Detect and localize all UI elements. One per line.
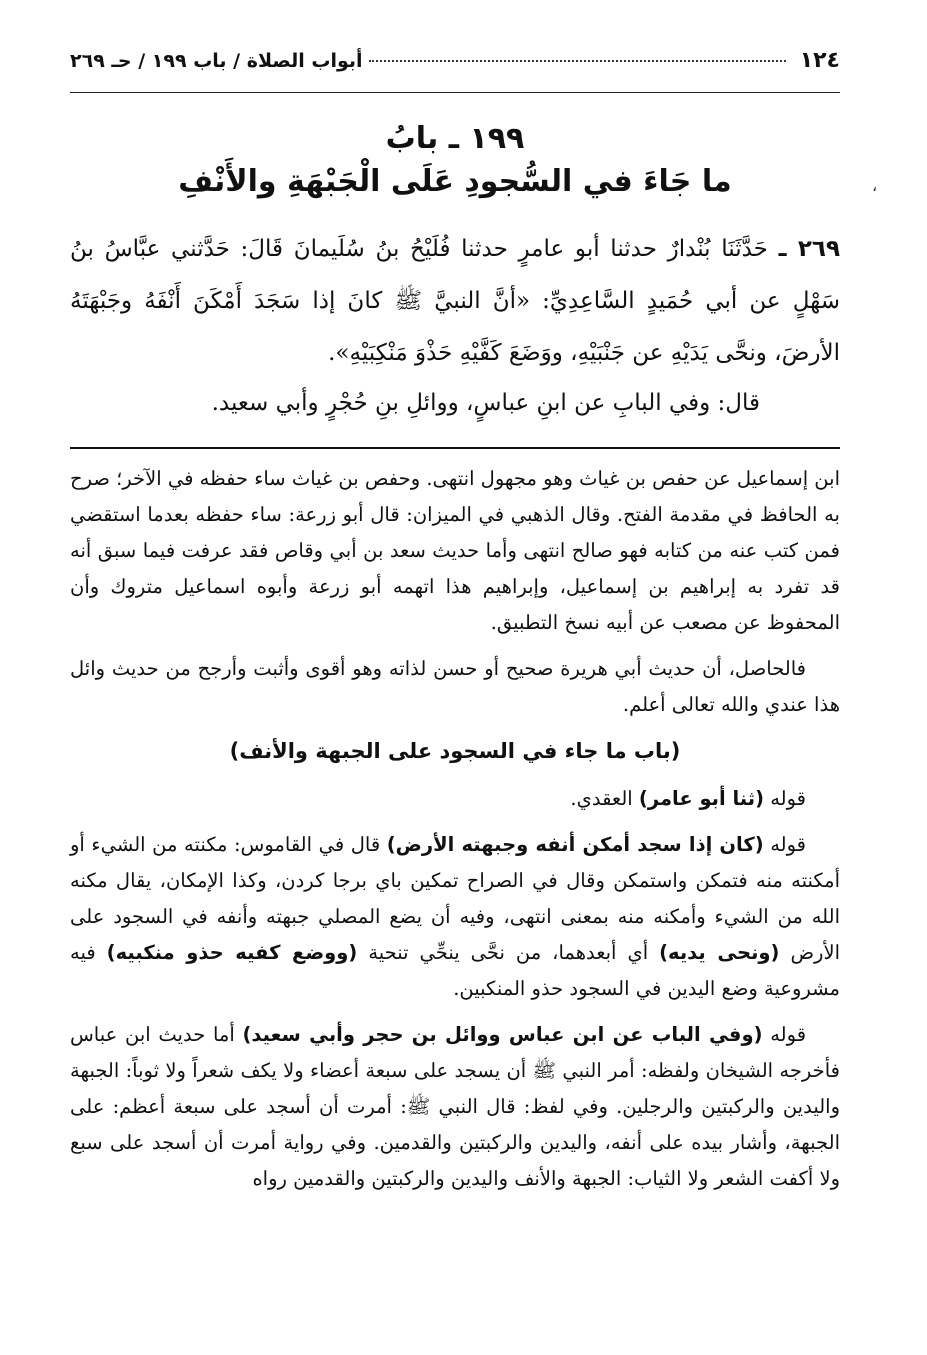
running-header [70,48,840,93]
commentary-text: قال في القاموس: مكنته من الشيء أو أمكنته منه فتمكن واستمكن وقال في الصراح تمكين باي برجا كردن، وكذا الإمكان، يقال مكنه الله من الشيء وأمكنه منه بمعنى انتهى، وفيه أن يضع المصلي جبهته وأنفه في السجود على الأرض [70,833,840,964]
commentary-text: العقدي. [570,787,633,810]
quoted-phrase: (ثنا أبو عامر) [638,787,764,810]
hadith-number: ٢٦٩ ـ [778,236,840,262]
quoted-phrase: (كان إذا سجد أمكن أنفه وجبهته الأرض) [386,833,764,856]
bab-note: قال: وفي البابِ عن ابنِ عباسٍ، ووائلِ بنِ حُجْرٍ وأبي سعيد. [211,390,760,416]
qawluhu-lead: قوله [770,1023,807,1046]
page-number: ١٢٤ [799,48,840,73]
quoted-phrase: (ونحى يديه) [659,941,780,964]
commentary-text: أما حديث ابن عباس فأخرجه الشيخان ولفظه: أمر النبي ﷺ أن يسجد على سبعة أعضاء ولا يكف شعراً ولا ثوباً: الجبهة واليدين والركبتين والرجلين. وفي لفظ: قال النبي ﷺ: أمرت أن أسجد على سبعة أعظم: على الجبهة، وأشار بيده على أنفه، واليدين والركبتين والقدمين. وفي رواية أمرت أن أسجد على سبع ولا أكفت الشعر ولا الثياب: الجبهة والأنف واليدين والركبتين والقدمين رواه [70,1023,840,1190]
commentary-text: أي أبعدهما، من نحَّى ينحِّي تنحية [368,941,649,964]
commentary-paragraph [70,781,840,817]
hadith-body: حَدَّثَنَا بُنْدارٌ حدثنا أبو عامرٍ حدثنا فُلَيْحُ بنُ سُلَيمانَ قَالَ: حَدَّثني عبَّاسُ بنُ سَهْلٍ عن أبي حُمَيدٍ السَّاعِدِيِّ: «أنَّ النبيَّ ﷺ كانَ إذا سَجَدَ أَمْكَنَ أَنْفَهُ وجَبْهَتَهُ الأرضَ، ونحَّى يَدَيْهِ عن جَنْبَيْهِ، ووَضَعَ كَفَّيْهِ حَذْوَ مَنْكِبَيْهِ». [70,236,840,366]
commentary-text: فيه مشروعية وضع اليدين في السجود حذو المنكبين. [70,941,840,1000]
book-page [70,48,840,1197]
commentary-paragraph [70,827,840,1007]
quoted-phrase: (وفي الباب عن ابن عباس ووائل بن حجر وأبي سعيد) [242,1023,763,1046]
commentary-paragraph [70,1017,840,1197]
commentary-paragraph: ابن إسماعيل عن حفص بن غياث وهو مجهول انتهى. وحفص بن غياث ساء حفظه في الآخر؛ صرح به الحافظ في مقدمة الفتح. وقال الذهبي في الميزان: قال أبو زرعة: ساء حفظه بعدما استقضي فمن كتب عنه من كتابه فهو صالح انتهى وأما حديث سعد بن أبي وقاص فقد عرفت فيما سبق أنه قد تفرد به إبراهيم بن إسماعيل، وإبراهيم هذا اتهمه أبو زرعة وأبوه اسماعيل متروك وأن المحفوظ عن مصعب عن أبيه نسخ التطبيق. [70,467,840,634]
qawluhu-lead: قوله [770,787,806,810]
chapter-title: ما جَاءَ في السُّجودِ عَلَى الْجَبْهَةِ والأَنْفِ [178,164,732,199]
chapter-number: ١٩٩ ـ بابُ [385,121,525,156]
footnote-divider [70,447,840,449]
section-heading: (باب ما جاء في السجود على الجبهة والأنف) [229,739,681,763]
commentary-paragraph: فالحاصل، أن حديث أبي هريرة صحيح أو حسن لذاته وهو أقوى وأثبت وأرجح من حديث وائل هذا عندي والله تعالى أعلم. [70,657,840,716]
header-dot-leader [369,60,786,62]
quoted-phrase: (ووضع كفيه حذو منكبيه) [106,941,358,964]
qawluhu-lead: قوله [770,833,806,856]
margin-mark: ، [872,176,878,195]
running-title: أبواب الصلاة / باب ١٩٩ / حـ ٢٦٩ [70,50,363,72]
hadith-text [70,223,840,379]
commentary [70,461,840,1197]
